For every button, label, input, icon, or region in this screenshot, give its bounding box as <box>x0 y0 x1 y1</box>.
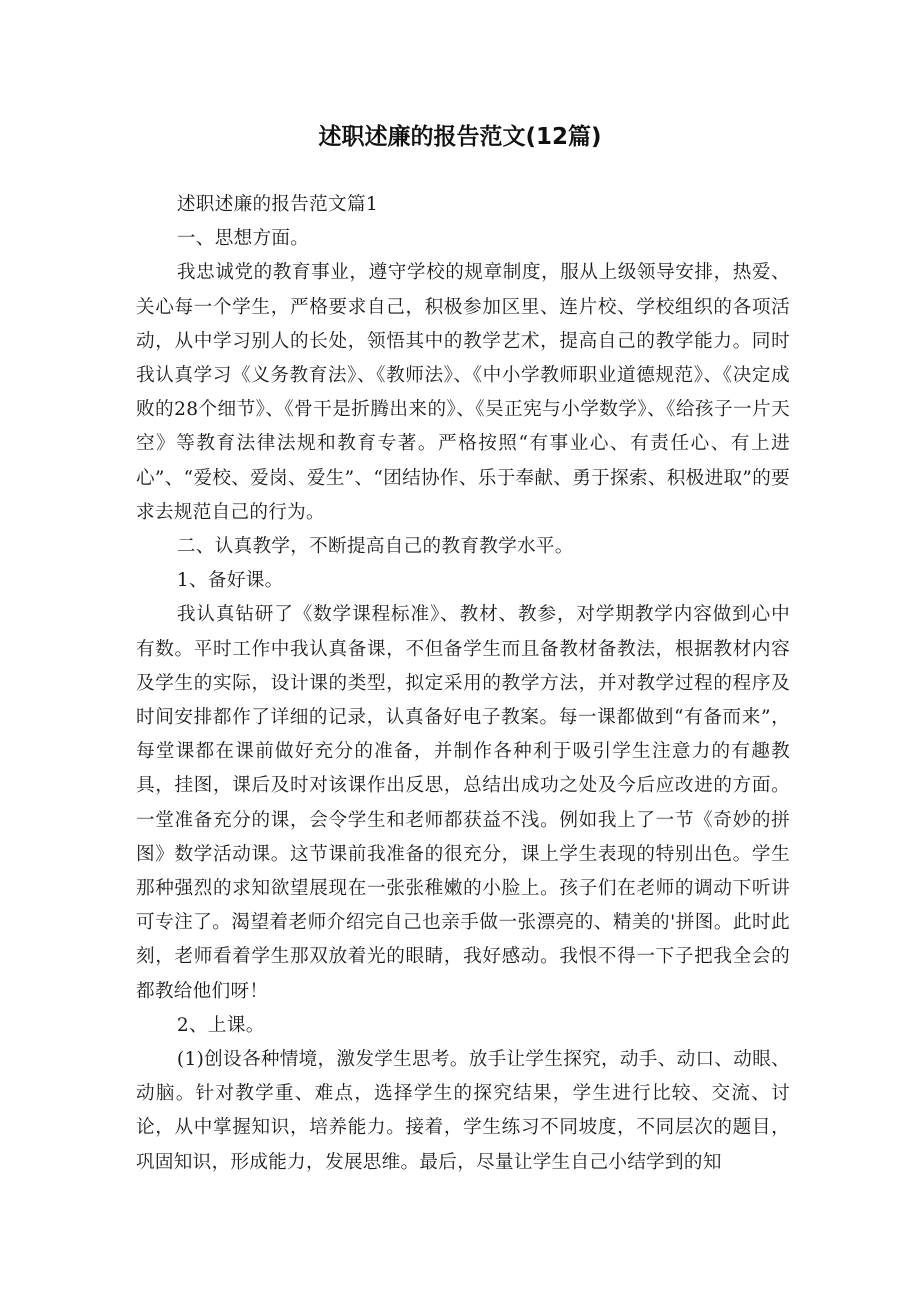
subsection-heading: 一、思想方面。 <box>176 228 310 250</box>
document-title: 述职述廉的报告范文(12篇) <box>318 124 602 150</box>
section-heading: 述职述廉的报告范文篇1 <box>176 194 378 215</box>
body-paragraph: 我认真钻研了《数学课程标准》、教材、教参，对学期教学内容做到心中有数。平时工作中我认真备课，不但备学生而且备教材备教法，根据教材内容及学生的实际，设计课的类型，拟定采用的教学方法，并对教学过程的程序及时间安排都作了详细的记录，认真备好电子教案。每一课都做到“有备而来”，每堂课都在课前做好充分的准备，并制作各种利于吸引学生注意力的有趣教具，挂图，课后及时对该课作出反思，总结出成功之处及今后应改进的方面。一堂准备充分的课，会令学生和老师都获益不浅。例如我上了一节《奇妙的拼图》数学活动课。这节课前我准备的很充分，课上学生表现的特别出色。学生那种强烈的求知欲望展现在一张张稚嫩的小脸上。孩子们在老师的调动下听讲可专注了。渴望着老师介绍完自己也亲手做一张漂亮的、精美的'拼图。此时此刻，老师看着学生那双放着光的眼睛，我好感动。我恨不得一下子把我全会的都教给他们呀！ <box>136 604 790 1002</box>
body-paragraph: 我忠诚党的教育事业，遵守学校的规章制度，服从上级领导安排，热爱、关心每一个学生，严格要求自己，积极参加区里、连片校、学校组织的各项活动，从中学习别人的长处，领悟其中的教学艺术，提高自己的教学能力。同时我认真学习《义务教育法》、《教师法》、《中小学教师职业道德规范》、《决定成败的28个细节》、《骨干是折腾出来的》、《吴正宪与小学数学》、《给孩子一片天空》等教育法律法规和教育专著。严格按照“有事业心、有责任心、有上进心”、“爱校、爱岗、爱生”、“团结协作、乐于奉献、勇于探索、积极进取”的要求去规范自己的行为。 <box>136 262 790 523</box>
body-paragraph: (1)创设各种情境，激发学生思考。放手让学生探究，动手、动口、动眼、动脑。针对教学重、难点，选择学生的探究结果，学生进行比较、交流、讨论，从中掌握知识，培养能力。接着，学生练习不同坡度，不同层次的题目，巩固知识，形成能力，发展思维。最后，尽量让学生自己小结学到的知 <box>136 1049 790 1173</box>
subsection-heading: 二、认真教学，不断提高自己的教育教学水平。 <box>176 536 574 558</box>
item-heading: 2、上课。 <box>176 1014 265 1036</box>
document-body <box>136 188 790 1180</box>
item-heading: 1、备好课。 <box>176 570 284 592</box>
